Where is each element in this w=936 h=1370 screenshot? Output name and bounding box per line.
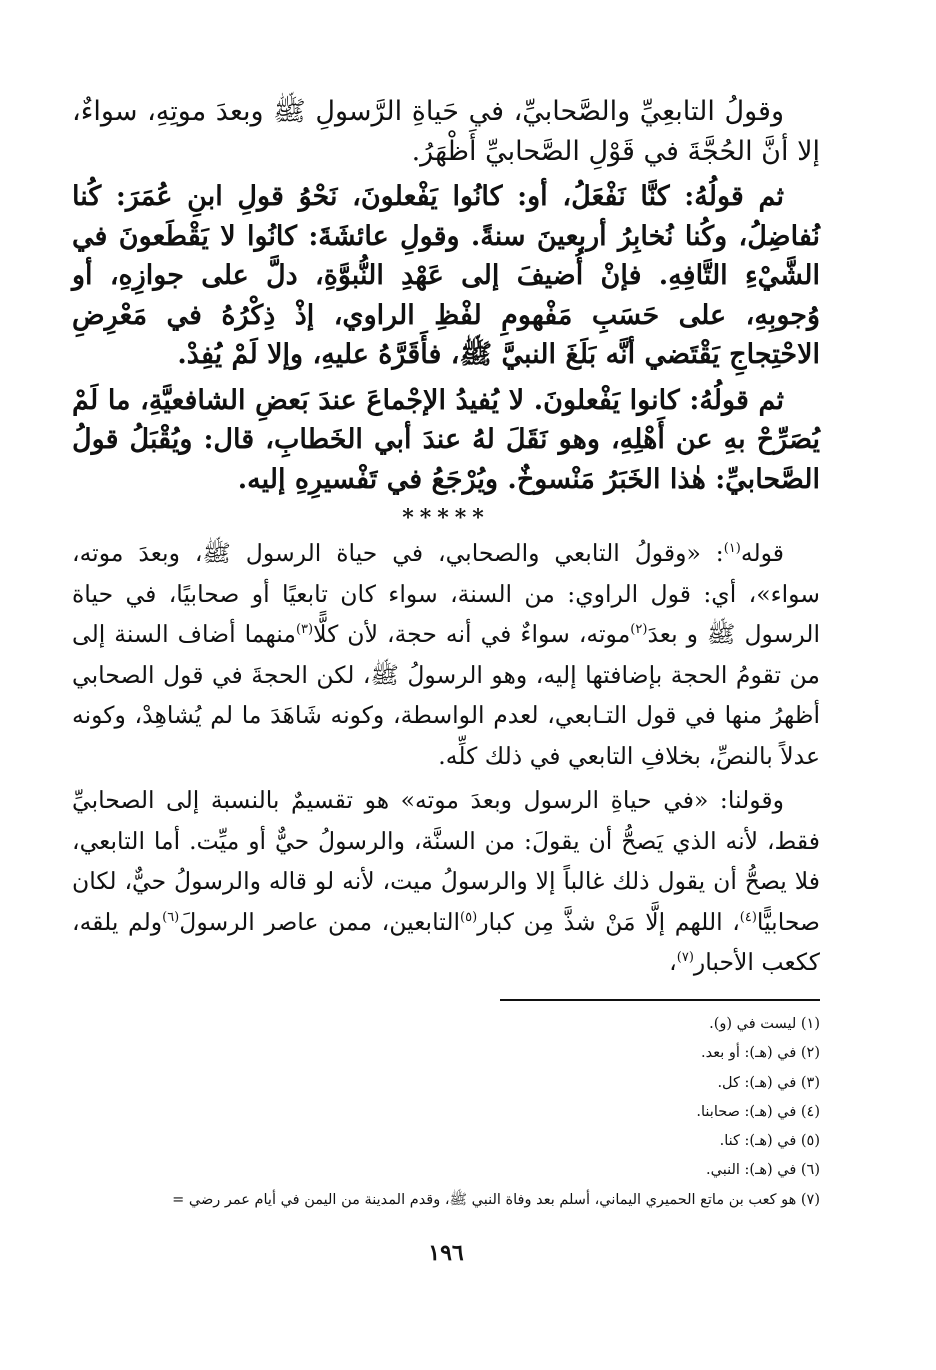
footnotes-list bbox=[72, 1010, 820, 1215]
footnote-5: (٥) في (هـ): كنا. bbox=[719, 1133, 820, 1150]
matn-paragraph-1: وقولُ التابعِيِّ والصَّحابيِّ، في حَياةِ الرَّسولِ ﷺ وبعدَ موتِهِ، سواءٌ، إلا أنَّ الحُجَّةَ في قَوْلِ الصَّحابيِّ أَظْهَرُ. bbox=[72, 96, 820, 167]
footnote-1: (١) ليست في (و). bbox=[709, 1016, 820, 1032]
footnote-ref-3[interactable]: (٣) bbox=[295, 622, 314, 638]
page-number: ١٩٦ bbox=[428, 1240, 464, 1266]
commentary-text bbox=[72, 533, 820, 983]
footnote-3: (٣) في (هـ): كل. bbox=[717, 1074, 820, 1091]
footnote-ref-2[interactable]: (٢) bbox=[630, 622, 648, 638]
footnote-2: (٢) في (هـ): أو بعد. bbox=[701, 1045, 820, 1062]
commentary-text-run: التابعين، ممن عاصر الرسولَ bbox=[179, 907, 461, 936]
commentary-text-run: وقولنا: «في حياةِ الرسول وبعدَ موته» هو تقسيمٌ بالنسبة إلى الصحابيِّ فقط، لأنه الذي يَصحُّ أن يقولَ: من السنَّة، والرسولُ حيٌّ أو ميِّت. أما التابعي، فلا يصحُّ أن يقول ذلك غالباً إلا والرسولُ ميت، لأنه لو قاله والرسولُ حيٌّ، لكان صحابيًّا bbox=[72, 786, 820, 936]
main-text bbox=[72, 92, 820, 499]
footnote-divider bbox=[500, 999, 820, 1001]
commentary-paragraph-2 bbox=[72, 780, 820, 983]
matn-paragraph-3: ثم قولُهُ: كانوا يَفْعلونَ. لا يُفيدُ الإجْماعَ عندَ بَعضِ الشافعيَّةِ، ما لَمْ يُصَرِّحْ بهِ عن أَهْلِهِ، وهو نَقَلَ لهُ عندَ أبي الخَطابِ، قال: ويُقْبَلُ قولُ الصَّحابيِّ: هٰذا الخَبَرُ مَنْسوخٌ. ويُرْجَعُ في تَفْسيرِهِ إليه. bbox=[72, 384, 820, 495]
commentary-text-run: منهما أضاف السنة إلى من تقومُ الحجة بإضافتها إليه، وهو الرسولُ ﷺ، لكن الحجةَ في قول الصحابي أظهرُ منها في قول التـابعي، لعدم الواسطة، وكونه شَاهَدَ ما لم يُشاهِدْ، وكونه عدلاً بالنصِّ، بخلافِ التابعي في ذلك كلِّه. bbox=[72, 620, 820, 770]
section-separator: ***** bbox=[402, 505, 490, 531]
footnote-ref-1[interactable]: (١) bbox=[723, 541, 741, 557]
commentary-text-run: موته، سواءٌ في أنه حجة، لأن كلًّا bbox=[313, 620, 631, 648]
footnote-ref-7[interactable]: (٧) bbox=[676, 950, 694, 966]
commentary-text-run: : «وقولُ التابعي والصحابي، في حياة الرسول ﷺ، وبعدَ موته، سواء»، أي: قول الراوي: من السنة، سواء كان تابعيًا أو صحابيًا، في حياة الرسول ﷺ و بعدَ bbox=[72, 539, 821, 648]
commentary-text-run: قوله bbox=[740, 539, 784, 567]
matn-paragraph-2: ثم قولُهُ: كنَّا نَفْعَلُ، أو: كانُوا يَفْعلونَ، نَحْوُ قولِ ابنِ عُمَرَ: كُنا نُفاضِلُ، وكُنا نُخابِرُ أربعينَ سنةً. وقولِ عائشَةَ: كانُوا لا يَقْطَعونَ في الشَّيْءِ التَّافِهِ. فإنْ أُضيفَ إلى عَهْدِ النُّبوَّةِ، دلَّ على جوازِهِ، أو وُجوبِهِ، على حَسَبِ مَفْهومِ لفْظِ الراوي، إذْ ذِكْرُهُ في مَعْرِضِ الاحْتِجاجِ يَقْتَضي أنَّه بَلَغَ النبيَّ ﷺ، فأَقَرَّهُ عليهِ، وإلا لَمْ يُفِدْ. bbox=[72, 181, 820, 370]
footnote-ref-4[interactable]: (٤) bbox=[739, 909, 757, 925]
footnote-ref-5[interactable]: (٥) bbox=[460, 909, 478, 925]
footnote-ref-6[interactable]: (٦) bbox=[162, 909, 180, 925]
book-page bbox=[72, 92, 820, 1292]
commentary-text-run: ، اللهم إلَّا مَنْ شذَّ مِن كبار bbox=[477, 907, 740, 936]
commentary-paragraph-1 bbox=[72, 533, 820, 776]
commentary-text-run: ولم يلقه، ككعب الأحبار bbox=[72, 907, 820, 976]
commentary-text-run: ، bbox=[669, 948, 677, 976]
footnote-7: (٧) هو كعب بن ماتع الحميري اليماني، أسلم بعد وفاة النبي ﷺ، وقدم المدينة من اليمن في أيام عمر رضي = bbox=[172, 1191, 820, 1208]
footnote-4: (٤) في (هـ): صحابنا. bbox=[696, 1103, 820, 1120]
footnote-6: (٦) في (هـ): النبي. bbox=[706, 1162, 820, 1179]
